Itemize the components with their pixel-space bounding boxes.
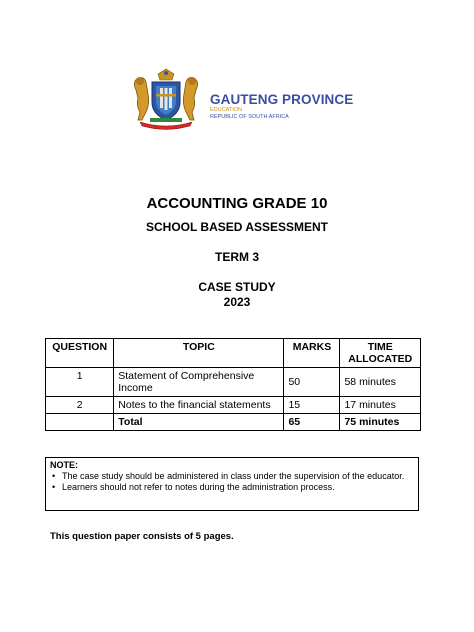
province-name: GAUTENG PROVINCE	[210, 92, 354, 107]
brand-text	[210, 92, 353, 121]
question-time: 58 minutes	[340, 368, 421, 397]
total-label: Total	[114, 414, 284, 431]
gauteng-logo	[128, 68, 354, 130]
country-name: REPUBLIC OF SOUTH AFRICA	[210, 114, 289, 120]
question-marks: 50	[284, 368, 340, 397]
header-marks: MARKS	[284, 339, 340, 368]
coat-of-arms-icon	[128, 68, 204, 130]
assessment-type: SCHOOL BASED ASSESSMENT	[145, 220, 329, 234]
question-topic: Notes to the financial statements	[114, 397, 284, 414]
term-label: TERM 3	[214, 250, 259, 264]
note-box	[45, 457, 419, 511]
table-row	[46, 368, 421, 397]
year-label: 2023	[223, 295, 251, 309]
total-empty-cell	[46, 414, 114, 431]
header-time-line2: ALLOCATED	[348, 353, 413, 365]
header-time	[340, 339, 421, 368]
table-header-row	[46, 339, 421, 368]
note-item: • The case study should be administered in class under the supervision of the educator.	[62, 471, 414, 482]
question-time: 17 minutes	[340, 397, 421, 414]
question-table	[45, 338, 421, 431]
total-time: 75 minutes	[340, 414, 421, 431]
document-title: ACCOUNTING GRADE 10	[146, 195, 328, 212]
question-number: 1	[46, 368, 114, 397]
task-label: CASE STUDY	[198, 280, 276, 294]
question-number: 2	[46, 397, 114, 414]
department-name: EDUCATION	[210, 107, 242, 113]
table-row	[46, 397, 421, 414]
header-time-line1: TIME	[367, 341, 393, 353]
total-marks: 65	[284, 414, 340, 431]
question-marks: 15	[284, 397, 340, 414]
note-list	[50, 471, 414, 492]
page-count-statement: This question paper consists of 5 pages.	[50, 531, 234, 542]
note-item: • Learners should not refer to notes during the administration process.	[62, 482, 414, 493]
header-question: QUESTION	[46, 339, 114, 368]
note-title: NOTE:	[50, 460, 78, 470]
header-topic: TOPIC	[114, 339, 284, 368]
table-total-row	[46, 414, 421, 431]
question-topic: Statement of Comprehensive Income	[114, 368, 284, 397]
